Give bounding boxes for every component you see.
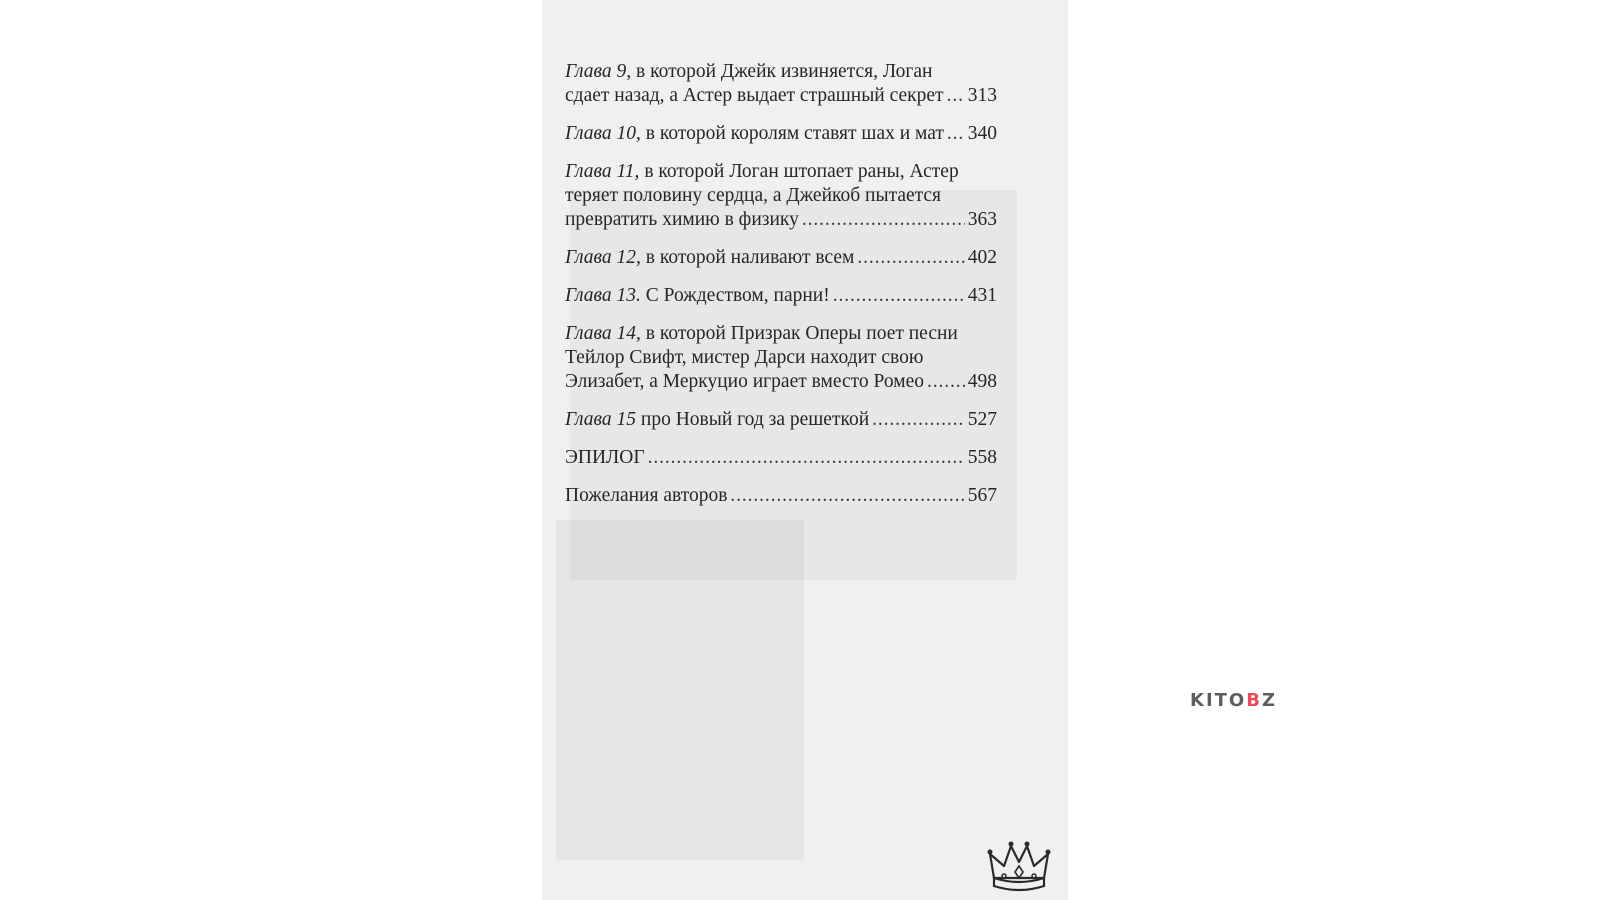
kitobz-logo: KITOBZ xyxy=(1190,690,1278,711)
toc-entry xyxy=(565,284,997,308)
page-shadow xyxy=(556,520,804,860)
chapter-label: Глава 13. xyxy=(565,285,641,306)
toc-entry xyxy=(565,446,997,470)
page-number: 567 xyxy=(967,485,997,506)
page-number: 498 xyxy=(967,371,997,392)
entry-title: Элизабет, а Меркуцио играет вместо Ромео xyxy=(565,371,924,392)
entry-title: ЭПИЛОГ xyxy=(565,447,645,468)
page-number: 340 xyxy=(967,123,997,144)
page-number: 313 xyxy=(967,85,997,106)
page-number: 431 xyxy=(967,285,997,306)
toc-entry xyxy=(565,122,997,146)
book-page xyxy=(542,0,1068,900)
toc-entry xyxy=(565,408,997,432)
chapter-label: Глава 9, xyxy=(565,61,632,82)
entry-title: Тейлор Свифт, мистер Дарси находит свою xyxy=(565,347,924,368)
chapter-label: Глава 14, xyxy=(565,323,641,344)
entry-title: теряет половину сердца, а Джейкоб пытается xyxy=(565,185,942,206)
crown-icon xyxy=(984,836,1054,896)
dot-leader xyxy=(730,484,964,508)
dot-leader xyxy=(833,284,965,308)
page-number: 558 xyxy=(967,447,997,468)
entry-title: в которой наливают всем xyxy=(645,247,855,268)
entry-title: в которой королям ставят шах и мат xyxy=(645,123,944,144)
entry-title: в которой Логан штопает раны, Астер xyxy=(644,161,959,182)
table-of-contents xyxy=(565,60,997,522)
chapter-label: Глава 10, xyxy=(565,123,641,144)
dot-leader xyxy=(857,246,964,270)
toc-entry xyxy=(565,60,997,108)
entry-title: С Рождеством, парни! xyxy=(645,285,830,306)
chapter-label: Глава 12, xyxy=(565,247,641,268)
toc-entry xyxy=(565,160,997,232)
entry-title: сдает назад, а Астер выдает страшный секрет xyxy=(565,85,944,106)
dot-leader xyxy=(872,408,965,432)
dot-leader xyxy=(947,122,965,146)
page-number: 363 xyxy=(967,209,997,230)
dot-leader xyxy=(648,446,965,470)
toc-entry xyxy=(565,484,997,508)
entry-title: в которой Джейк извиняется, Логан xyxy=(636,61,933,82)
entry-title: про Новый год за решеткой xyxy=(640,409,870,430)
dot-leader xyxy=(927,370,965,394)
entry-title: превратить химию в физику xyxy=(565,209,799,230)
chapter-label: Глава 15 xyxy=(565,409,637,430)
dot-leader xyxy=(802,208,965,232)
chapter-label: Глава 11, xyxy=(565,161,640,182)
page-number: 402 xyxy=(967,247,997,268)
dot-leader xyxy=(947,84,965,108)
entry-title: Пожелания авторов xyxy=(565,485,728,506)
page-number: 527 xyxy=(967,409,997,430)
toc-entry xyxy=(565,246,997,270)
entry-title: в которой Призрак Оперы поет песни xyxy=(645,323,958,344)
toc-entry xyxy=(565,322,997,394)
